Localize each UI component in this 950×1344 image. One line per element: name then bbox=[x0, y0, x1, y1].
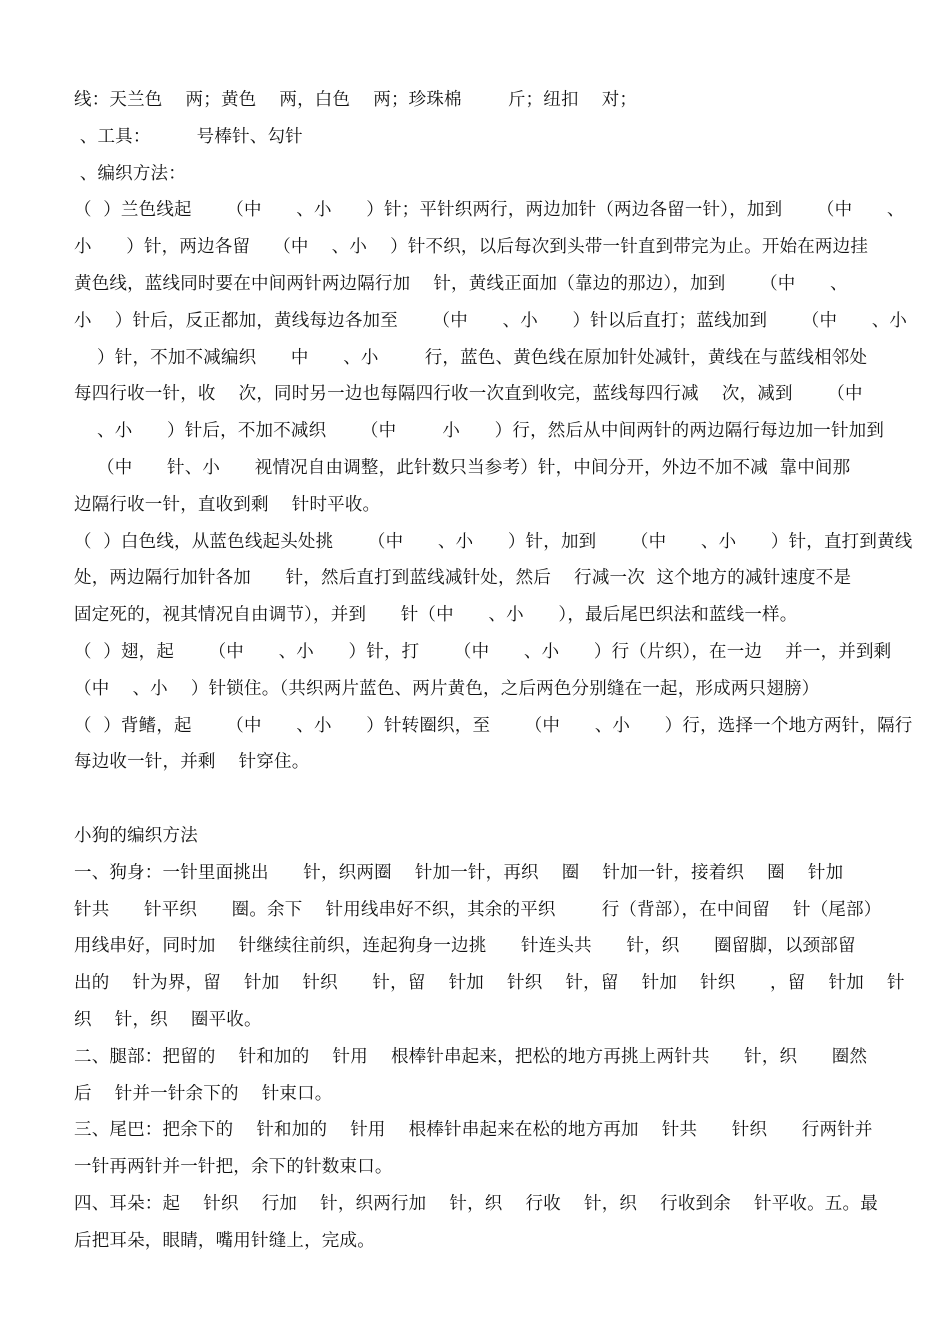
text-line: 一、狗身：一针里面挑出 针，织两圈 针加一针，再织 圈 针加一针，接着织 圈 针加 bbox=[74, 862, 844, 883]
tools-line: 、工具： 号棒针、勾针 bbox=[74, 126, 303, 147]
dog-title: 小狗的编织方法 bbox=[74, 825, 198, 846]
section-blue bbox=[74, 192, 908, 523]
text-line: （中 针、小 视情况自由调整，此针数只当参考）针，中间分开，外边不加不减 靠中间那 bbox=[74, 457, 851, 478]
text-line: （ ）兰色线起 （中 、小 ）针；平针织两行，两边加针（两边各留一针），加到 （中 、 bbox=[74, 200, 905, 221]
text-line: 、小 ）针后，不加不减织 （中 小 ）行，然后从中间两针的两边隔行每边加一针加到 bbox=[74, 421, 885, 442]
text-line: 边隔行收一针，直收到剩 针时平收。 bbox=[74, 494, 381, 515]
section-gap bbox=[74, 781, 894, 818]
text-line: （ ）白色线，从蓝色线起头处挑 （中 、小 ）针，加到 （中 、小 ）针，直打到黄线 bbox=[74, 531, 913, 552]
dog-body-section bbox=[74, 855, 905, 1039]
text-line: 后把耳朵，眼睛，嘴用针缝上，完成。 bbox=[74, 1230, 375, 1251]
text-line: 小 ）针，两边各留 （中 、小 ）针不织，以后每次到头带一针直到带完为止。开始在两边挂 bbox=[74, 237, 869, 258]
text-line: 处，两边隔行加针各加 针，然后直打到蓝线减针处，然后 行减一次 这个地方的减针速度不是 bbox=[74, 568, 852, 589]
text-line: ）针，不加不减编织 中 、小 行，蓝色、黄色线在原加针处减针，黄线在与蓝线相邻处 bbox=[74, 347, 868, 368]
text-line: （ ）翅，起 （中 、小 ）针，打 （中 、小 ）行（片织），在一边 并一，并到剩 bbox=[74, 641, 892, 662]
text-line: 用线串好，同时加 针继续往前织，连起狗身一边挑 针连头共 针，织 圈留脚，以颈部留 bbox=[74, 936, 856, 957]
text-line: 小 ）针后，反正都加，黄线每边各加至 （中 、小 ）针以后直打；蓝线加到 （中 、小 bbox=[74, 310, 908, 331]
text-line: （ ）背鳍，起 （中 、小 ）针转圈织，至 （中 、小 ）行，选择一个地方两针，隔行 bbox=[74, 715, 913, 736]
text-line: 每边收一针，并剩 针穿住。 bbox=[74, 752, 310, 773]
text-line: 织 针，织 圈平收。 bbox=[74, 1009, 262, 1030]
text-line: 固定死的，视其情况自由调节），并到 针（中 、小 ），最后尾巴织法和蓝线一样。 bbox=[74, 605, 798, 626]
section-fin bbox=[74, 708, 913, 782]
text-line: （中 、小 ）针锁住。（共织两片蓝色、两片黄色，之后两色分别缝在一起，形成两只翅膀） bbox=[74, 678, 820, 699]
method-heading: 、编织方法： bbox=[74, 163, 186, 184]
dog-ears-section bbox=[74, 1186, 894, 1260]
text-line: 黄色线，蓝线同时要在中间两针两边隔行加 针，黄线正面加（靠边的那边），加到 （中 、 bbox=[74, 273, 848, 294]
text-line: 后 针并一针余下的 针束口。 bbox=[74, 1083, 333, 1104]
text-line: 每四行收一针，收 次，同时另一边也每隔四行收一次直到收完，蓝线每四行减 次，减到 （中 bbox=[74, 384, 863, 405]
text-line: 三、尾巴：把余下的 针和加的 针用 根棒针串起来在松的地方再加 针共 针织 行两针并 bbox=[74, 1120, 873, 1141]
text-line: 出的 针为界，留 针加 针织 针，留 针加 针织 针，留 针加 针织 ，留 针加 针 bbox=[74, 973, 905, 994]
section-wing bbox=[74, 634, 894, 708]
dog-legs-section bbox=[74, 1039, 894, 1113]
text-line: 一针再两针并一针把，余下的针数束口。 bbox=[74, 1157, 393, 1178]
section-white bbox=[74, 524, 913, 634]
document-page bbox=[74, 82, 913, 1260]
dog-tail-section bbox=[74, 1112, 894, 1186]
materials-line: 线：天兰色 两；黄色 两，白色 两；珍珠棉 斤；纽扣 对； bbox=[74, 90, 638, 110]
text-line: 四、耳朵：起 针织 行加 针，织两行加 针，织 行收 针，织 行收到余 针平收。五。最 bbox=[74, 1193, 878, 1214]
text-line: 针共 针平织 圈。余下 针用线串好不织，其余的平织 行（背部），在中间留 针（尾部） bbox=[74, 899, 882, 920]
text-line: 二、腿部：把留的 针和加的 针用 根棒针串起来，把松的地方再挑上两针共 针，织 圈然 bbox=[74, 1046, 868, 1067]
